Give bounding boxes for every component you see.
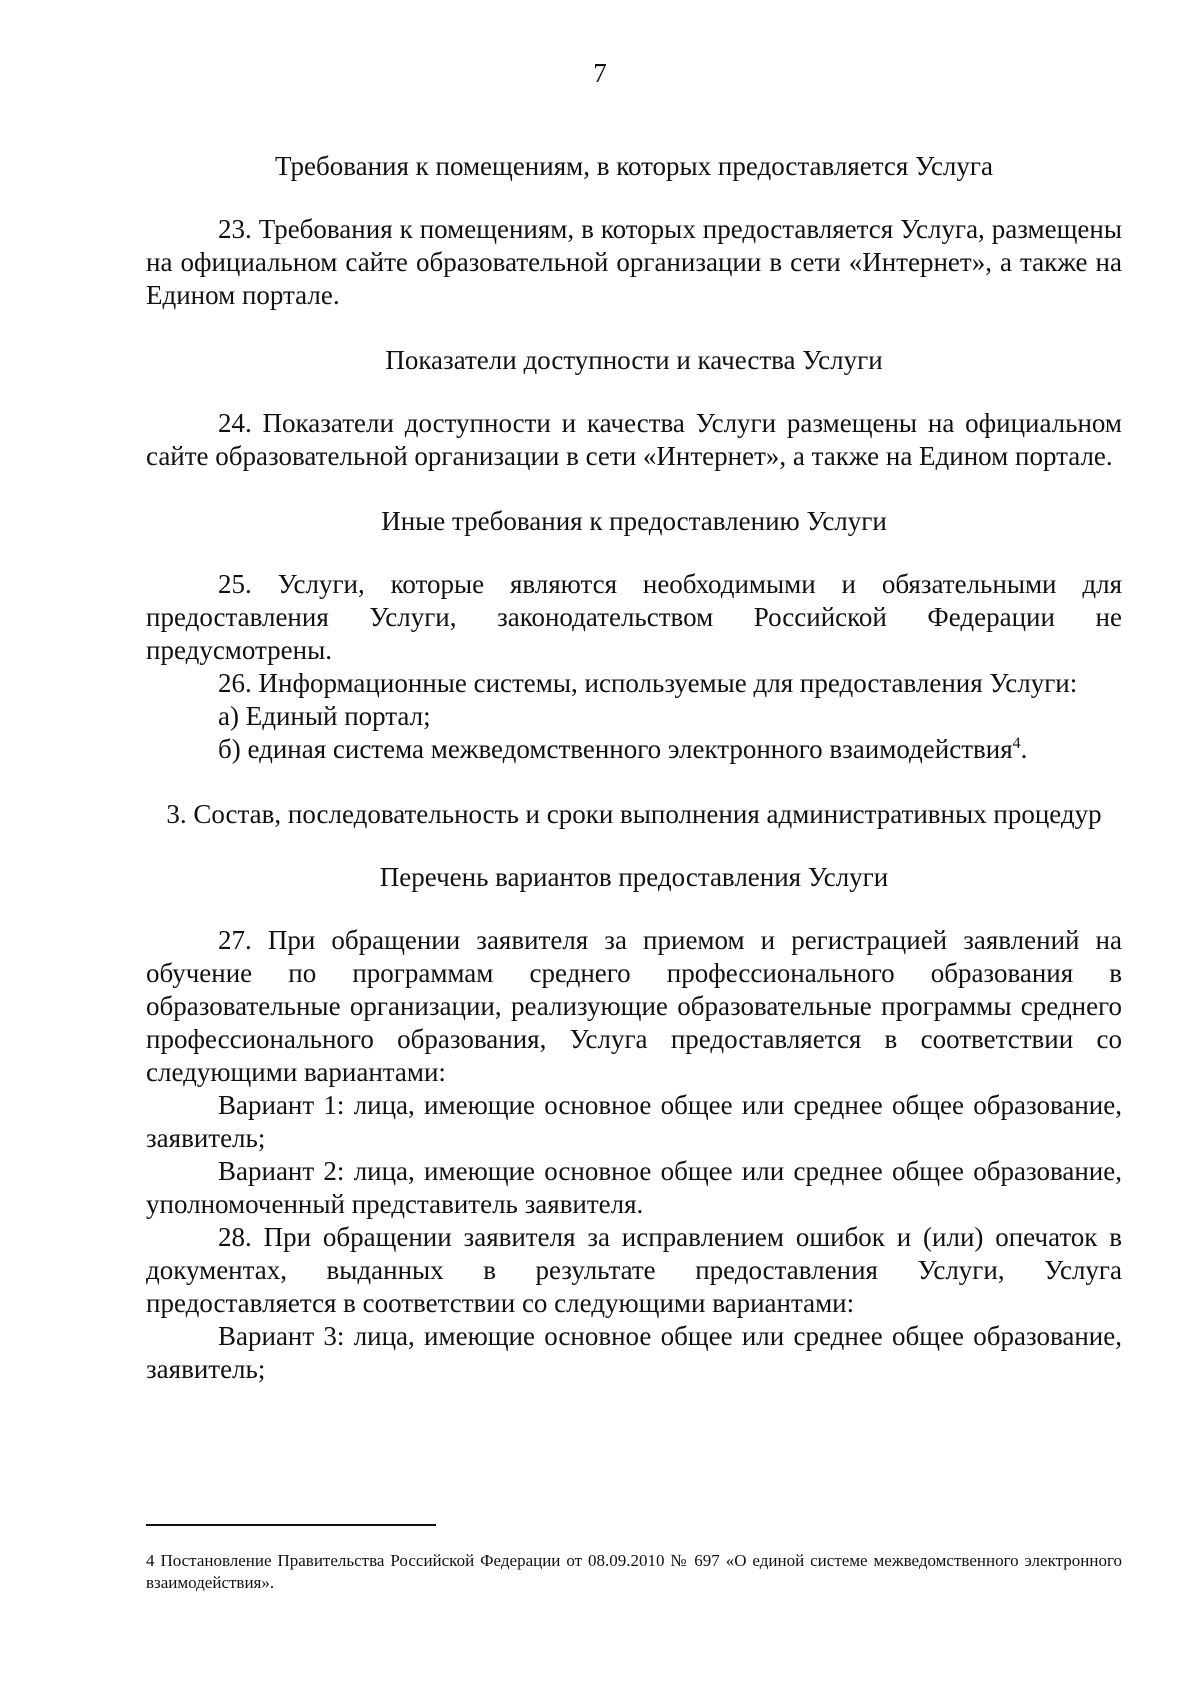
spacer	[146, 377, 1122, 407]
section-heading-variants: Перечень вариантов предоставления Услуги	[379, 862, 889, 892]
spacer	[146, 538, 1122, 568]
spacer	[146, 766, 1122, 798]
section-heading-premises: Требования к помещениям, в которых предоставляется Услуга	[275, 151, 993, 181]
footnote-divider	[146, 1524, 436, 1526]
spacer	[146, 894, 1122, 924]
paragraph-28: 28. При обращении заявителя за исправлением ошибок и (или) опечаток в документах, выданных в результате предоставления Услуги, Услуга предоставляется в соответствии со следующими вариантами:	[146, 1222, 1122, 1318]
paragraph-24: 24. Показатели доступности и качества Услуги размещены на официальном сайте образовательной организации в сети «Интернет», а также на Едином портале.	[146, 408, 1122, 471]
variant-2: Вариант 2: лица, имеющие основное общее или среднее общее образование, уполномоченный представитель заявителя.	[146, 1156, 1122, 1219]
footnote: 4 Постановление Правительства Российской Федерации от 08.09.2010 № 697 «О единой системе межведомственного электронного взаимодействия».	[146, 1551, 1122, 1592]
spacer	[146, 183, 1122, 213]
paragraph-27: 27. При обращении заявителя за приемом и регистрацией заявлений на обучение по программам среднего профессионального образования в образовательные организации, реализующие образовательные программы среднего профессионального образования, Услуга предоставляется в соответствии со следующими вариантами:	[146, 925, 1122, 1087]
page-number: 7	[593, 58, 607, 88]
footnote-reference: 4	[1012, 735, 1021, 752]
chapter-heading-procedures: 3. Состав, последовательность и сроки выполнения административных процедур	[166, 799, 1102, 829]
paragraph-25: 25. Услуги, которые являются необходимыми и обязательными для предоставления Услуги, законодательством Российской Федерации не предусмотрены.	[146, 569, 1122, 665]
spacer	[146, 831, 1122, 861]
spacer	[146, 312, 1122, 344]
paragraph-23: 23. Требования к помещениям, в которых предоставляется Услуга, размещены на официальном сайте образовательной организации в сети «Интернет», а также на Едином портале.	[146, 214, 1122, 310]
section-heading-other-requirements: Иные требования к предоставлению Услуги	[381, 506, 887, 536]
document-body	[146, 150, 1122, 1386]
variant-3: Вариант 3: лица, имеющие основное общее или среднее общее образование, заявитель;	[146, 1321, 1122, 1384]
paragraph-26-item-a: а) Единый портал;	[218, 701, 431, 731]
item-b-period: .	[1020, 734, 1028, 764]
section-heading-accessibility: Показатели доступности и качества Услуги	[385, 345, 883, 375]
paragraph-26-item-b	[146, 733, 1122, 766]
item-b-text: б) единая система межведомственного электронного взаимодействия	[218, 734, 1013, 764]
spacer	[146, 473, 1122, 505]
paragraph-26: 26. Информационные системы, используемые для предоставления Услуги:	[218, 668, 1078, 698]
variant-1: Вариант 1: лица, имеющие основное общее или среднее общее образование, заявитель;	[146, 1090, 1122, 1153]
